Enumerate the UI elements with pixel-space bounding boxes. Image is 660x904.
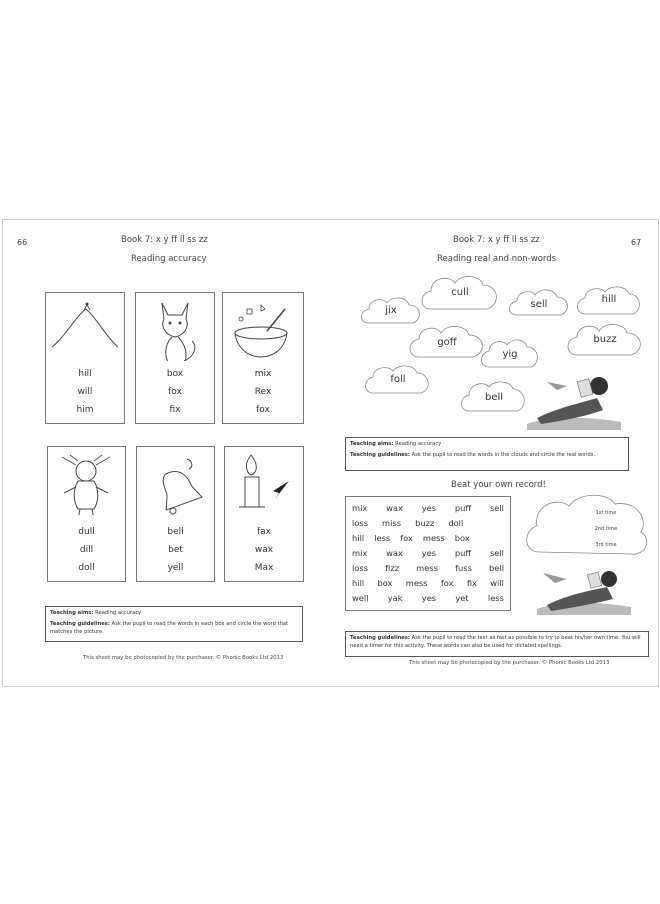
word-cloud: [565, 319, 645, 363]
word-cloud: [479, 337, 541, 373]
grid-word: sell: [489, 548, 504, 558]
grid-word: fizz: [385, 563, 400, 573]
page-number: 66: [17, 238, 28, 247]
cloud-word: yig: [502, 349, 518, 360]
card-word: bell: [167, 527, 184, 537]
card-word: dill: [79, 545, 94, 555]
grid-word: yes: [421, 503, 437, 513]
record-title: Beat your own record!: [451, 480, 546, 490]
grid-word: puff: [454, 503, 472, 513]
card-word: yell: [167, 563, 184, 573]
aims-text: Reading accuracy: [95, 610, 142, 616]
card-word: him: [76, 405, 94, 415]
word-card: [224, 446, 304, 582]
page-header: Book 7: x y ff ll ss zz: [121, 235, 208, 245]
aims-text: Reading accuracy: [395, 441, 442, 447]
card-word: fox: [256, 405, 270, 415]
word-row: [346, 516, 510, 531]
card-word: Max: [254, 563, 274, 573]
page-subtitle: Reading accuracy: [131, 254, 207, 264]
cloud-word: cull: [451, 287, 469, 298]
bell-picture: [141, 451, 210, 515]
grid-word: mix: [352, 503, 368, 513]
grid-word: yet: [455, 593, 469, 603]
cloud-word: buzz: [593, 334, 617, 345]
aims-label: Teaching aims:: [50, 610, 94, 616]
grid-word: doll: [448, 518, 464, 528]
word-card: [136, 446, 215, 582]
time-record-cloud: [523, 490, 651, 564]
card-word: hill: [78, 369, 92, 379]
word-cloud: [507, 287, 571, 321]
grid-word: less: [487, 593, 504, 603]
grid-word: will: [490, 578, 504, 588]
grid-word: loss: [352, 518, 369, 528]
word-cloud: [419, 271, 501, 317]
grid-word: fox: [440, 578, 454, 588]
grid-word: yes: [421, 593, 437, 603]
card-word: doll: [78, 563, 95, 573]
word-card: [135, 292, 215, 424]
grid-word: well: [352, 593, 369, 603]
teaching-box: [345, 437, 629, 471]
grid-word: box: [454, 533, 470, 543]
cloud-word: hill: [601, 294, 617, 305]
book-spread: [2, 219, 659, 687]
guidelines-text: Ask the pupil to read the words in the clouds and circle the real words.: [411, 452, 596, 458]
cloud-word: bell: [484, 392, 504, 403]
grid-word: miss: [382, 518, 402, 528]
grid-word: box: [377, 578, 393, 588]
reading-boy-picture: [527, 370, 621, 430]
page-footer: This sheet may be photocopied by the purchaser. © Phonic Books Ltd 2013: [83, 655, 284, 661]
grid-word: mess: [405, 578, 428, 588]
word-card: [45, 292, 125, 424]
guidelines-label: Teaching guidelines:: [350, 635, 410, 641]
bowl-picture: [227, 297, 299, 361]
grid-word: puff: [454, 548, 472, 558]
page-footer: This sheet may be photocopied by the purchaser. © Phonic Books Ltd 2013: [409, 660, 610, 666]
grid-word: wax: [386, 503, 403, 513]
time-label: 1st time: [595, 510, 617, 516]
page-header: Book 7: x y ff ll ss zz: [453, 235, 540, 245]
page-number: 67: [631, 238, 642, 247]
card-word: box: [166, 369, 184, 379]
grid-word: less: [374, 533, 391, 543]
grid-word: mess: [422, 533, 445, 543]
grid-word: mess: [416, 563, 438, 573]
grid-word: bell: [489, 563, 504, 573]
word-cloud: [575, 282, 643, 320]
word-card: [222, 292, 304, 424]
teaching-box: [345, 631, 649, 657]
speed-word-grid: [345, 496, 511, 611]
card-word: will: [77, 387, 93, 397]
grid-word: sell: [489, 503, 504, 513]
reading-boy-picture: [537, 565, 631, 615]
time-label: 2nd time: [594, 526, 618, 532]
guidelines-text: Ask the pupil to read the text as fast as possible to try to beat his/her own time. You will need a timer for this activity. These words can also be used for dictated spellings.: [350, 635, 641, 649]
card-word: wax: [254, 545, 274, 555]
grid-word: wax: [386, 548, 403, 558]
candle-picture: [229, 451, 299, 515]
grid-word: hill: [352, 578, 365, 588]
guidelines-text: Ask the pupil to read the words in each box and circle the word that matches the picture.: [50, 621, 289, 635]
grid-word: hill: [352, 533, 365, 543]
word-row: [346, 531, 510, 546]
word-card: [47, 446, 126, 582]
word-row: [346, 561, 510, 576]
cloud-word: goff: [437, 337, 457, 348]
hill-picture: [50, 297, 120, 361]
card-word: fox: [168, 387, 182, 397]
word-row: [346, 591, 510, 606]
card-word: mix: [254, 369, 272, 379]
left-page: [3, 220, 330, 686]
time-label: 3rd time: [595, 542, 617, 548]
word-cloud: [363, 361, 433, 399]
word-row: [346, 546, 510, 561]
word-cloud: [407, 321, 487, 365]
page-subtitle: Reading real and non-words: [437, 254, 557, 264]
card-word: bet: [168, 545, 183, 555]
doll-picture: [52, 451, 121, 515]
grid-word: fix: [466, 578, 477, 588]
aims-label: Teaching aims:: [350, 441, 394, 447]
grid-word: mix: [352, 548, 368, 558]
fox-picture: [140, 297, 210, 361]
guidelines-label: Teaching guidelines:: [50, 621, 110, 627]
cloud-word: jix: [385, 305, 397, 316]
grid-word: yak: [387, 593, 403, 603]
word-row: [346, 576, 510, 591]
card-word: fax: [256, 527, 271, 537]
grid-word: fuss: [455, 563, 472, 573]
grid-word: loss: [352, 563, 369, 573]
grid-word: fox: [400, 533, 413, 543]
guidelines-label: Teaching guidelines:: [350, 452, 410, 458]
card-word: Rex: [254, 387, 272, 397]
teaching-box: [45, 606, 303, 642]
card-word: dull: [78, 527, 95, 537]
cloud-word: sell: [530, 299, 548, 310]
word-row: [346, 501, 510, 516]
grid-word: buzz: [415, 518, 435, 528]
grid-word: yes: [421, 548, 437, 558]
card-word: fix: [169, 405, 181, 415]
cloud-word: foll: [390, 374, 406, 385]
right-page: [331, 220, 658, 686]
word-cloud: [459, 377, 529, 417]
